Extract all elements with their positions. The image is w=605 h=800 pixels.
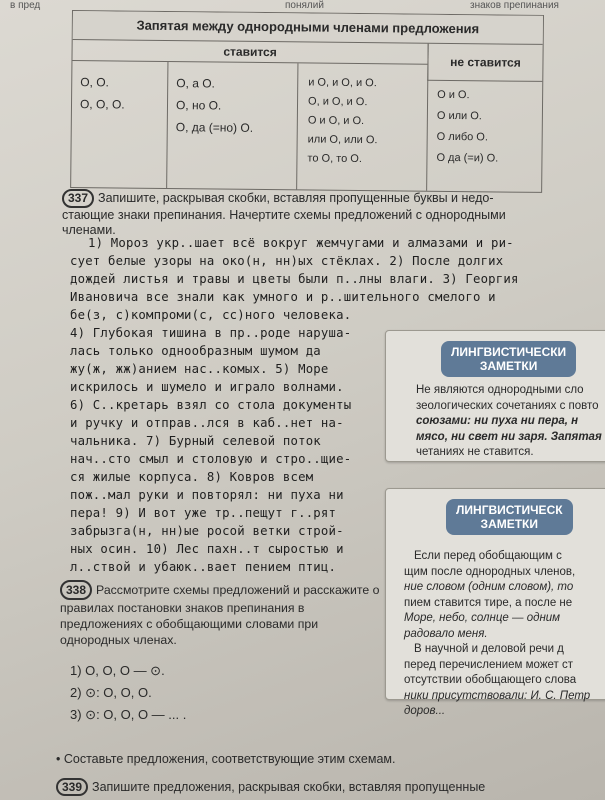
- scheme-1: 1) О, О, О — ⊙.: [70, 663, 165, 678]
- c4-row3: О либо О.: [436, 130, 489, 144]
- text-line: бе(з, с)компроми(с, сс)ного человека.: [70, 308, 352, 322]
- exercise-337-number: 337: [62, 189, 94, 208]
- c3-row4: или О, или О.: [307, 133, 378, 147]
- note2-line: ние словом (одним словом), то: [404, 581, 574, 593]
- note2-line: Море, небо, солнце — одним: [404, 612, 561, 624]
- exercise-339: [56, 778, 485, 796]
- header-right: знаков препинания: [470, 0, 559, 11]
- text-line: забрызга(н, нн)ые росой ветки строй-: [70, 524, 344, 538]
- text-line: жу(ж, жж)анием нас..комых. 5) Море: [70, 362, 329, 376]
- note2-line: Если перед обобщающим с: [414, 550, 562, 562]
- c2-row1: О, а О.: [176, 76, 215, 91]
- cell-c1: [80, 71, 125, 115]
- c2-row3: О, да (=но) О.: [175, 120, 254, 135]
- exercise-339-number: 339: [56, 778, 88, 796]
- cell-c2: [176, 72, 254, 139]
- c3-row5: то О, то О.: [307, 152, 362, 166]
- note1-title-line2: ЗАМЕТКИ: [479, 359, 538, 373]
- exercise-338-number: 338: [60, 580, 92, 600]
- scheme-3: 3) ⊙: О, О, О — ... .: [70, 707, 187, 722]
- c4-row1: О и О.: [437, 88, 470, 102]
- note2-line: доров...: [404, 705, 446, 717]
- c3-row1: и О, и О, и О.: [308, 76, 377, 90]
- text-line: пож..мал руки и повторял: ни пуха ни: [70, 488, 344, 502]
- exercise-339-text: Запишите предложения, раскрывая скобки, вставляя пропущенные: [92, 780, 486, 794]
- text-line: чальника. 7) Бурный селевой поток: [70, 434, 321, 448]
- text-line: и ручку и отправ..лся в каб..нет на-: [70, 416, 344, 430]
- header-left: в пред: [10, 0, 41, 11]
- schemes-list: [70, 660, 186, 726]
- text-line: нач..сто смыл и столовую и стро..щие-: [70, 452, 352, 466]
- exercise-338-text: Рассмотрите схемы предложений и расскажите о правилах постановки знаков препинания в предложениях с обобщающими словами при однородных членах.: [60, 583, 380, 647]
- text-line: сует белые узоры на око(н, нн)ых стёклах. 2) После долгих: [70, 254, 504, 268]
- rules-table: [70, 10, 544, 193]
- note2-title-line1: ЛИНГВИСТИЧЕСК: [456, 503, 563, 517]
- text-line: дождей листья и травы и цветы были п..лны влаги. 3) Георгия: [70, 272, 519, 286]
- note1-line: зеологических сочетаниях с повто: [416, 399, 599, 412]
- note2-line: отсутствии обобщающего слова: [404, 674, 577, 686]
- task-bullet: • Составьте предложения, соответствующие этим схемам.: [56, 752, 396, 766]
- note2-line: радовало меня.: [404, 627, 488, 640]
- text-line: 6) С..кретарь взял со стола документы: [70, 398, 352, 412]
- header-center: понялий: [285, 0, 324, 11]
- linguistic-note-1: [385, 330, 605, 462]
- note1-line: четаниях не ставится.: [416, 446, 534, 458]
- text-line: ных осин. 10) Лес пахн..т сыростью и: [70, 542, 344, 556]
- note2-line: В научной и деловой речи д: [414, 643, 564, 655]
- exercise-338: [60, 580, 380, 648]
- text-line: искрилось и шумело и играло волнами.: [70, 380, 344, 394]
- note1-text: [416, 383, 602, 461]
- linguistic-note-2: [385, 488, 605, 717]
- c3-row2: О, и О, и О.: [307, 95, 368, 109]
- c3-row3: О и О, и О.: [307, 114, 365, 128]
- cell-c3: [307, 73, 378, 169]
- text-line: л..ствой и убаюк..вает пением птиц.: [70, 560, 337, 574]
- c1-row1: О, О.: [80, 75, 109, 90]
- note2-line: перед перечислением может ст: [404, 658, 574, 671]
- c4-row2: О или О.: [436, 109, 482, 123]
- text-line: лась только однообразным шумом да: [70, 344, 321, 358]
- text-line: ся жилые корпуса. 8) Ковров всем: [70, 470, 314, 484]
- note1-title: [441, 341, 576, 377]
- exercise-337-instructions: [62, 189, 582, 238]
- col-header-ne-stavitsya: не ставится: [427, 44, 542, 82]
- note2-line: пием ставится тире, а после не: [404, 596, 573, 609]
- note2-line: ники присутствовали: И. С. Петр: [404, 689, 591, 702]
- scheme-2: 2) ⊙: О, О, О.: [70, 685, 152, 700]
- note2-line: щим после однородных членов,: [404, 565, 576, 578]
- instr-line-2: стающие знаки препинания. Начертите схемы предложений с однородными: [62, 208, 506, 222]
- note1-title-line1: ЛИНГВИСТИЧЕСКИ: [451, 345, 567, 359]
- note1-line: мясо, ни свет ни заря. Запятая: [416, 430, 602, 443]
- cell-c4: [436, 85, 499, 170]
- text-line: 1) Мороз укр..шает всё вокруг жемчугами и алмазами и ри-: [88, 236, 514, 250]
- text-line: 4) Глубокая тишина в пр..роде наруша-: [70, 326, 352, 340]
- note1-line: Не являются однородными сло: [416, 384, 584, 396]
- instr-line-3: членами.: [62, 223, 116, 237]
- note2-title: [446, 499, 573, 535]
- note2-title-line2: ЗАМЕТКИ: [480, 517, 539, 531]
- col-header-stavitsya: ставится: [72, 40, 427, 65]
- c4-row4: О да (=и) О.: [436, 151, 499, 165]
- note1-line: союзами: ни пуха ни пера, н: [416, 415, 579, 427]
- instr-line-1: Запишите, раскрывая скобки, вставляя пропущенные буквы и недо-: [98, 191, 494, 205]
- c2-row2: О, но О.: [175, 98, 222, 113]
- text-line: Ивановича все знали как умного и р..шительного смелого и: [70, 290, 496, 304]
- note2-text: [404, 549, 590, 720]
- table-title: Запятая между однородными членами предложения: [73, 11, 543, 45]
- c1-row2: О, О, О.: [79, 97, 125, 112]
- text-line: пера! 9) И вот уже тр..пещут г..рят: [70, 506, 337, 520]
